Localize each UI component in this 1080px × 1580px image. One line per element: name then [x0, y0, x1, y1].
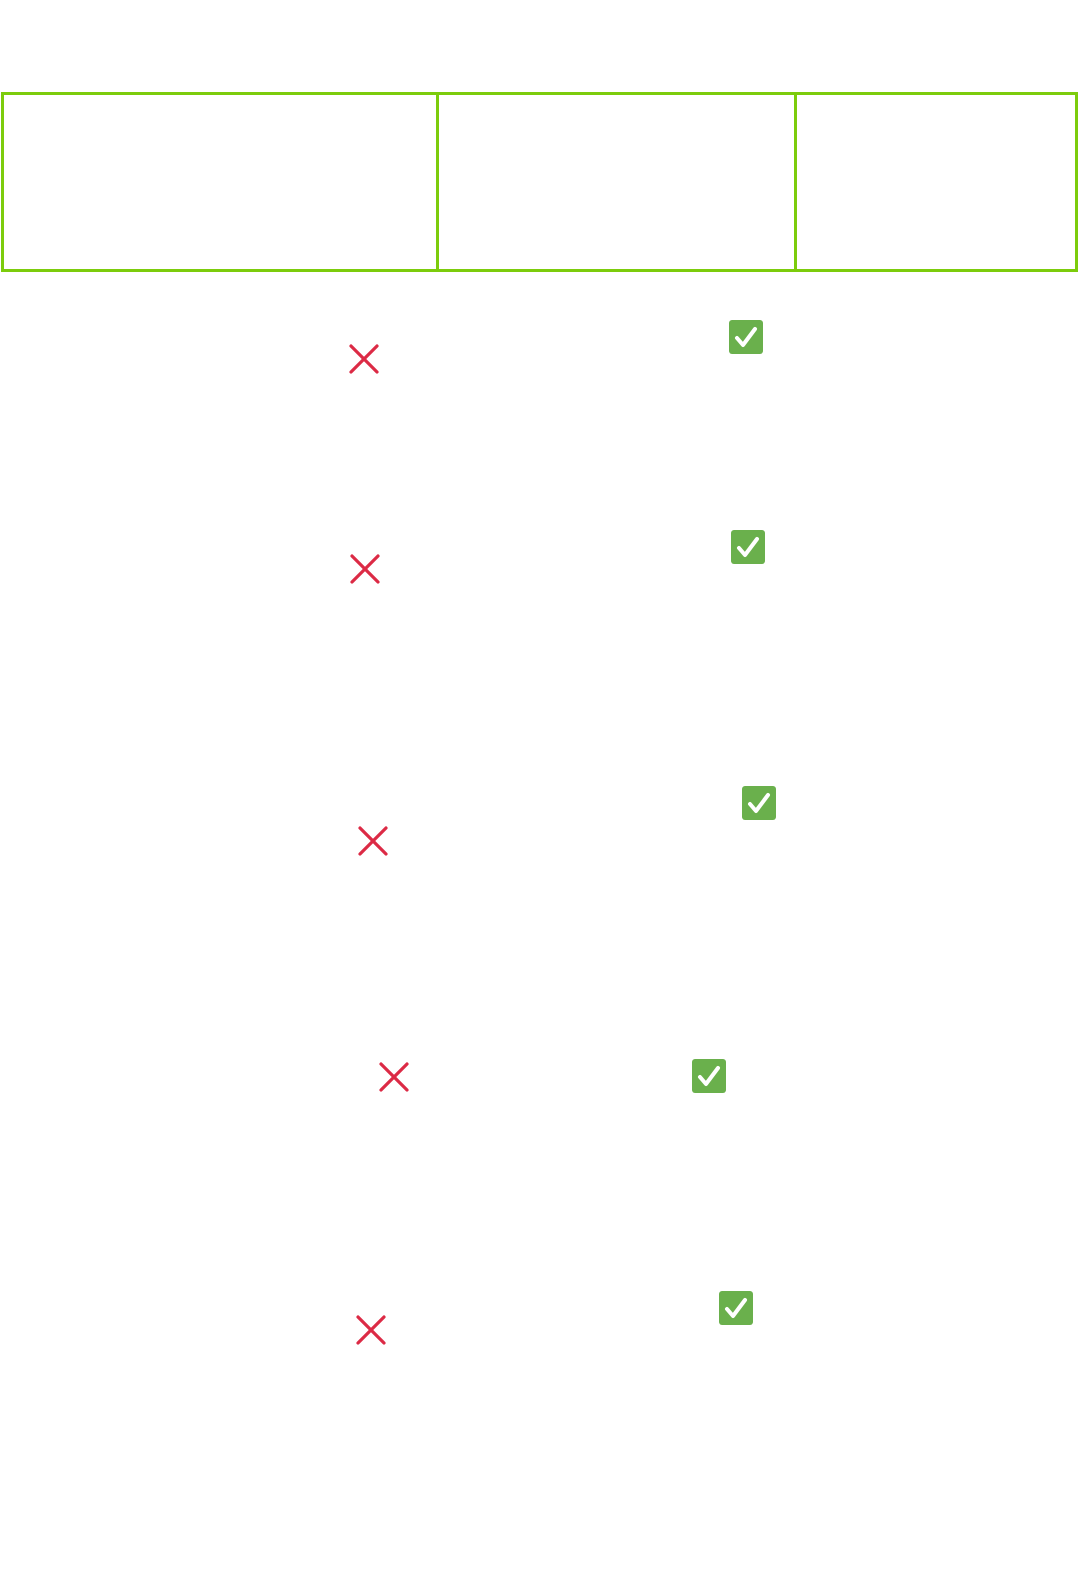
cross-icon: [354, 1313, 388, 1347]
check-icon: [719, 1291, 753, 1325]
header-cell-feature: [4, 95, 436, 269]
check-icon: [742, 786, 776, 820]
comparison-row: [0, 765, 1080, 965]
check-icon: [692, 1059, 726, 1093]
cross-icon: [377, 1060, 411, 1094]
comparison-row: [0, 1278, 1080, 1478]
check-icon: [731, 530, 765, 564]
comparison-row: [0, 510, 1080, 710]
cross-icon: [348, 552, 382, 586]
cross-icon: [356, 824, 390, 858]
header-cell-ours: [794, 95, 1075, 269]
comparison-row: [0, 1045, 1080, 1245]
cross-icon: [347, 342, 381, 376]
comparison-table-header: [1, 92, 1078, 272]
check-icon: [729, 320, 763, 354]
comparison-row: [0, 300, 1080, 500]
header-cell-other: [436, 95, 794, 269]
